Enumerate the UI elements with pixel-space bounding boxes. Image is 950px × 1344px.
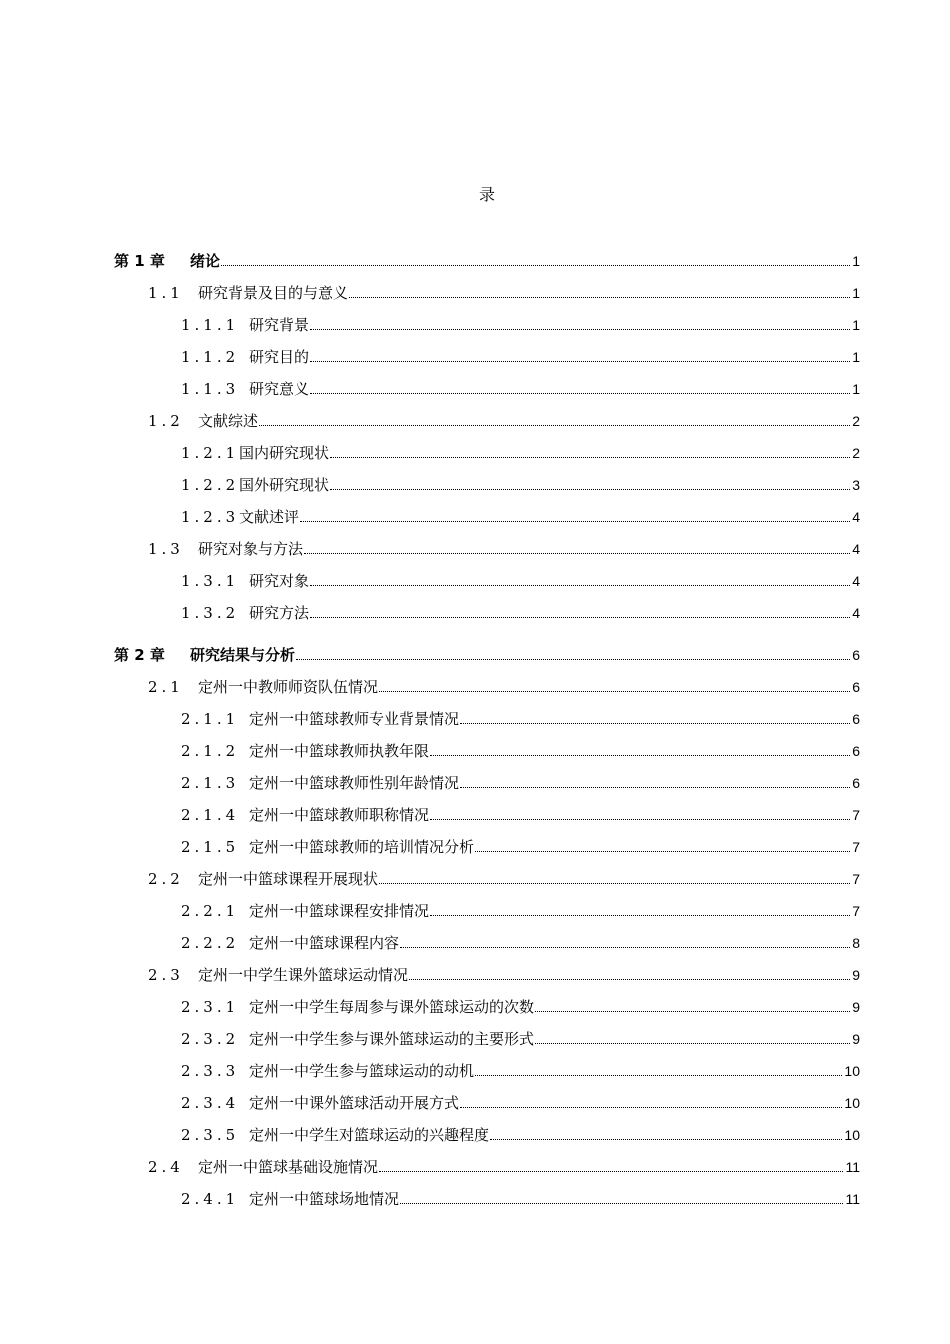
toc-entry[interactable]: [181, 1124, 860, 1144]
dot-leader: [490, 1139, 842, 1140]
toc-entry-number: 2.1.4: [181, 806, 240, 824]
toc-entry-page-number: 1: [852, 285, 860, 301]
toc-entry-title: 定州一中学生课外篮球运动情况: [198, 966, 409, 984]
toc-entry[interactable]: [148, 1156, 860, 1176]
dot-leader: [310, 361, 850, 362]
toc-entry-number: 2.1.5: [181, 838, 240, 856]
toc-entry-page-number: 10: [844, 1063, 860, 1079]
toc-entry-number: 1.1.1: [181, 316, 240, 334]
toc-entry[interactable]: [181, 570, 860, 590]
toc-entry[interactable]: [181, 1060, 860, 1080]
dot-leader: [430, 755, 850, 756]
toc-entry-page-number: 6: [852, 743, 860, 759]
toc-entry-title: 绪论: [190, 252, 221, 270]
dot-leader: [460, 723, 850, 724]
dot-leader: [221, 265, 850, 266]
dot-leader: [330, 457, 850, 458]
toc-entry[interactable]: [181, 442, 860, 462]
toc-entry-page-number: 9: [852, 1031, 860, 1047]
toc-entry-page-number: 9: [852, 967, 860, 983]
dot-leader: [409, 979, 850, 980]
toc-chapter-entry[interactable]: [114, 644, 860, 664]
toc-entry-number: 2.2.1: [181, 902, 240, 920]
dot-leader: [430, 819, 850, 820]
dot-leader: [304, 553, 850, 554]
toc-entry-number: 2.1.3: [181, 774, 240, 792]
toc-entry-title: 定州一中篮球场地情况: [249, 1190, 400, 1208]
dot-leader: [460, 1107, 842, 1108]
toc-entry-title: 定州一中学生参与篮球运动的动机: [249, 1062, 475, 1080]
toc-chapter-entry[interactable]: [114, 250, 860, 270]
toc-entry-page-number: 1: [852, 253, 860, 269]
toc-entry-title: 定州一中篮球教师执教年限: [249, 742, 430, 760]
toc-entry-title: 研究背景: [249, 316, 310, 334]
toc-entry-number: 1.3.1: [181, 572, 240, 590]
toc-entry-page-number: 6: [852, 679, 860, 695]
dot-leader: [296, 659, 850, 660]
toc-entry-number: 2.4: [148, 1158, 184, 1176]
toc-entry[interactable]: [148, 868, 860, 888]
toc-entry-page-number: 6: [852, 647, 860, 663]
toc-entry[interactable]: [181, 378, 860, 398]
toc-entry-title: 定州一中篮球课程安排情况: [249, 902, 430, 920]
toc-entry-page-number: 1: [852, 381, 860, 397]
toc-entry[interactable]: [181, 602, 860, 622]
toc-entry-title: 研究对象: [249, 572, 310, 590]
toc-entry-number: 1.1: [148, 284, 184, 302]
toc-entry-title: 文献综述: [198, 412, 259, 430]
toc-entry-page-number: 6: [852, 711, 860, 727]
dot-leader: [349, 297, 850, 298]
toc-entry-title: 定州一中篮球教师职称情况: [249, 806, 430, 824]
toc-entry-number: 2.2.2: [181, 934, 240, 952]
toc-entry-page-number: 1: [852, 349, 860, 365]
dot-leader: [310, 393, 850, 394]
dot-leader: [475, 1075, 842, 1076]
toc-entry-number: 1.1.2: [181, 348, 240, 366]
toc-entry-title: 研究结果与分析: [190, 646, 296, 664]
toc-entry-page-number: 1: [852, 317, 860, 333]
dot-leader: [460, 787, 850, 788]
toc-entry[interactable]: [181, 836, 860, 856]
toc-entry-number: 2.4.1: [181, 1190, 240, 1208]
toc-entry-number: 1.2.3: [181, 508, 240, 526]
toc-entry-number: 1.3.2: [181, 604, 240, 622]
dot-leader: [379, 691, 850, 692]
dot-leader: [300, 521, 850, 522]
toc-entry-page-number: 7: [852, 903, 860, 919]
toc-entry[interactable]: [181, 1028, 860, 1048]
dot-leader: [475, 851, 850, 852]
toc-entry[interactable]: [181, 708, 860, 728]
toc-entry-title: 定州一中篮球课程开展现状: [198, 870, 379, 888]
toc-entry-number: 2.3.1: [181, 998, 240, 1016]
toc-entry-page-number: 4: [852, 541, 860, 557]
toc-entry[interactable]: [181, 314, 860, 334]
dot-leader: [330, 489, 850, 490]
toc-entry-title: 研究意义: [249, 380, 310, 398]
toc-entry-number: 2.3: [148, 966, 184, 984]
toc-entry-page-number: 10: [844, 1127, 860, 1143]
toc-entry-page-number: 8: [852, 935, 860, 951]
toc-entry[interactable]: [181, 1188, 860, 1208]
toc-entry-title: 文献述评: [239, 508, 300, 526]
toc-entry-number: 2.3.3: [181, 1062, 240, 1080]
dot-leader: [310, 585, 850, 586]
toc-entry[interactable]: [181, 740, 860, 760]
toc-entry-title: 定州一中篮球教师性别年龄情况: [249, 774, 460, 792]
toc-entry-page-number: 7: [852, 871, 860, 887]
toc-entry-page-number: 4: [852, 509, 860, 525]
toc-entry[interactable]: [181, 772, 860, 792]
toc-entry-title: 定州一中学生参与课外篮球运动的主要形式: [249, 1030, 535, 1048]
toc-entry-number: 1.2.1: [181, 444, 240, 462]
toc-entry-page-number: 6: [852, 775, 860, 791]
dot-leader: [430, 915, 850, 916]
dot-leader: [535, 1043, 850, 1044]
dot-leader: [379, 1171, 843, 1172]
toc-entry[interactable]: [148, 538, 860, 558]
toc-entry-number: 第 1 章: [114, 252, 165, 270]
toc-entry-page-number: 2: [852, 413, 860, 429]
toc-entry-title: 定州一中篮球课程内容: [249, 934, 400, 952]
toc-entry-title: 国外研究现状: [239, 476, 330, 494]
toc-entry-number: 1.2.2: [181, 476, 240, 494]
toc-entry-title: 定州一中篮球基础设施情况: [198, 1158, 379, 1176]
toc-entry-page-number: 7: [852, 807, 860, 823]
toc-entry-number: 第 2 章: [114, 646, 165, 664]
toc-entry-title: 定州一中学生对篮球运动的兴趣程度: [249, 1126, 490, 1144]
toc-entry-number: 1.1.3: [181, 380, 240, 398]
dot-leader: [259, 425, 850, 426]
toc-entry-title: 定州一中教师师资队伍情况: [198, 678, 379, 696]
toc-entry[interactable]: [181, 474, 860, 494]
toc-entry[interactable]: [181, 1092, 860, 1112]
toc-entry-title: 研究对象与方法: [198, 540, 304, 558]
toc-entry-number: 2.3.4: [181, 1094, 240, 1112]
dot-leader: [535, 1011, 850, 1012]
dot-leader: [379, 883, 850, 884]
toc-heading: 录: [478, 185, 495, 204]
toc-entry[interactable]: [148, 964, 860, 984]
toc-entry-title: 研究方法: [249, 604, 310, 622]
toc-entry-page-number: 9: [852, 999, 860, 1015]
toc-entry-title: 研究目的: [249, 348, 310, 366]
toc-entry-number: 1.3: [148, 540, 184, 558]
toc-entry-page-number: 11: [845, 1191, 860, 1207]
toc-entry[interactable]: [181, 506, 860, 526]
toc-entry-page-number: 4: [852, 605, 860, 621]
toc-entry[interactable]: [148, 676, 860, 696]
toc-entry-title: 定州一中学生每周参与课外篮球运动的次数: [249, 998, 535, 1016]
toc-entry-number: 2.1.1: [181, 710, 240, 728]
toc-entry-number: 2.3.2: [181, 1030, 240, 1048]
toc-entry[interactable]: [181, 996, 860, 1016]
toc-entry-title: 研究背景及目的与意义: [198, 284, 349, 302]
toc-entry-number: 2.1.2: [181, 742, 240, 760]
toc-entry-number: 2.2: [148, 870, 184, 888]
toc-entry[interactable]: [181, 932, 860, 952]
toc-entry-title: 定州一中篮球教师的培训情况分析: [249, 838, 475, 856]
dot-leader: [310, 617, 850, 618]
toc-entry[interactable]: [181, 346, 860, 366]
toc-entry[interactable]: [148, 282, 860, 302]
toc-entry-title: 国内研究现状: [239, 444, 330, 462]
dot-leader: [310, 329, 850, 330]
toc-entry-number: 1.2: [148, 412, 184, 430]
dot-leader: [400, 1203, 843, 1204]
toc-entry-page-number: 2: [852, 445, 860, 461]
toc-entry-page-number: 4: [852, 573, 860, 589]
toc-entry-page-number: 7: [852, 839, 860, 855]
toc-entry-page-number: 11: [845, 1159, 860, 1175]
toc-entry-number: 2.3.5: [181, 1126, 240, 1144]
toc-entry-title: 定州一中篮球教师专业背景情况: [249, 710, 460, 728]
dot-leader: [400, 947, 850, 948]
toc-entry-page-number: 3: [852, 477, 860, 493]
toc-entry-number: 2.1: [148, 678, 184, 696]
toc-entry[interactable]: [148, 410, 860, 430]
toc-entry-title: 定州一中课外篮球活动开展方式: [249, 1094, 460, 1112]
toc-entry[interactable]: [181, 804, 860, 824]
toc-entry-page-number: 10: [844, 1095, 860, 1111]
toc-entry[interactable]: [181, 900, 860, 920]
